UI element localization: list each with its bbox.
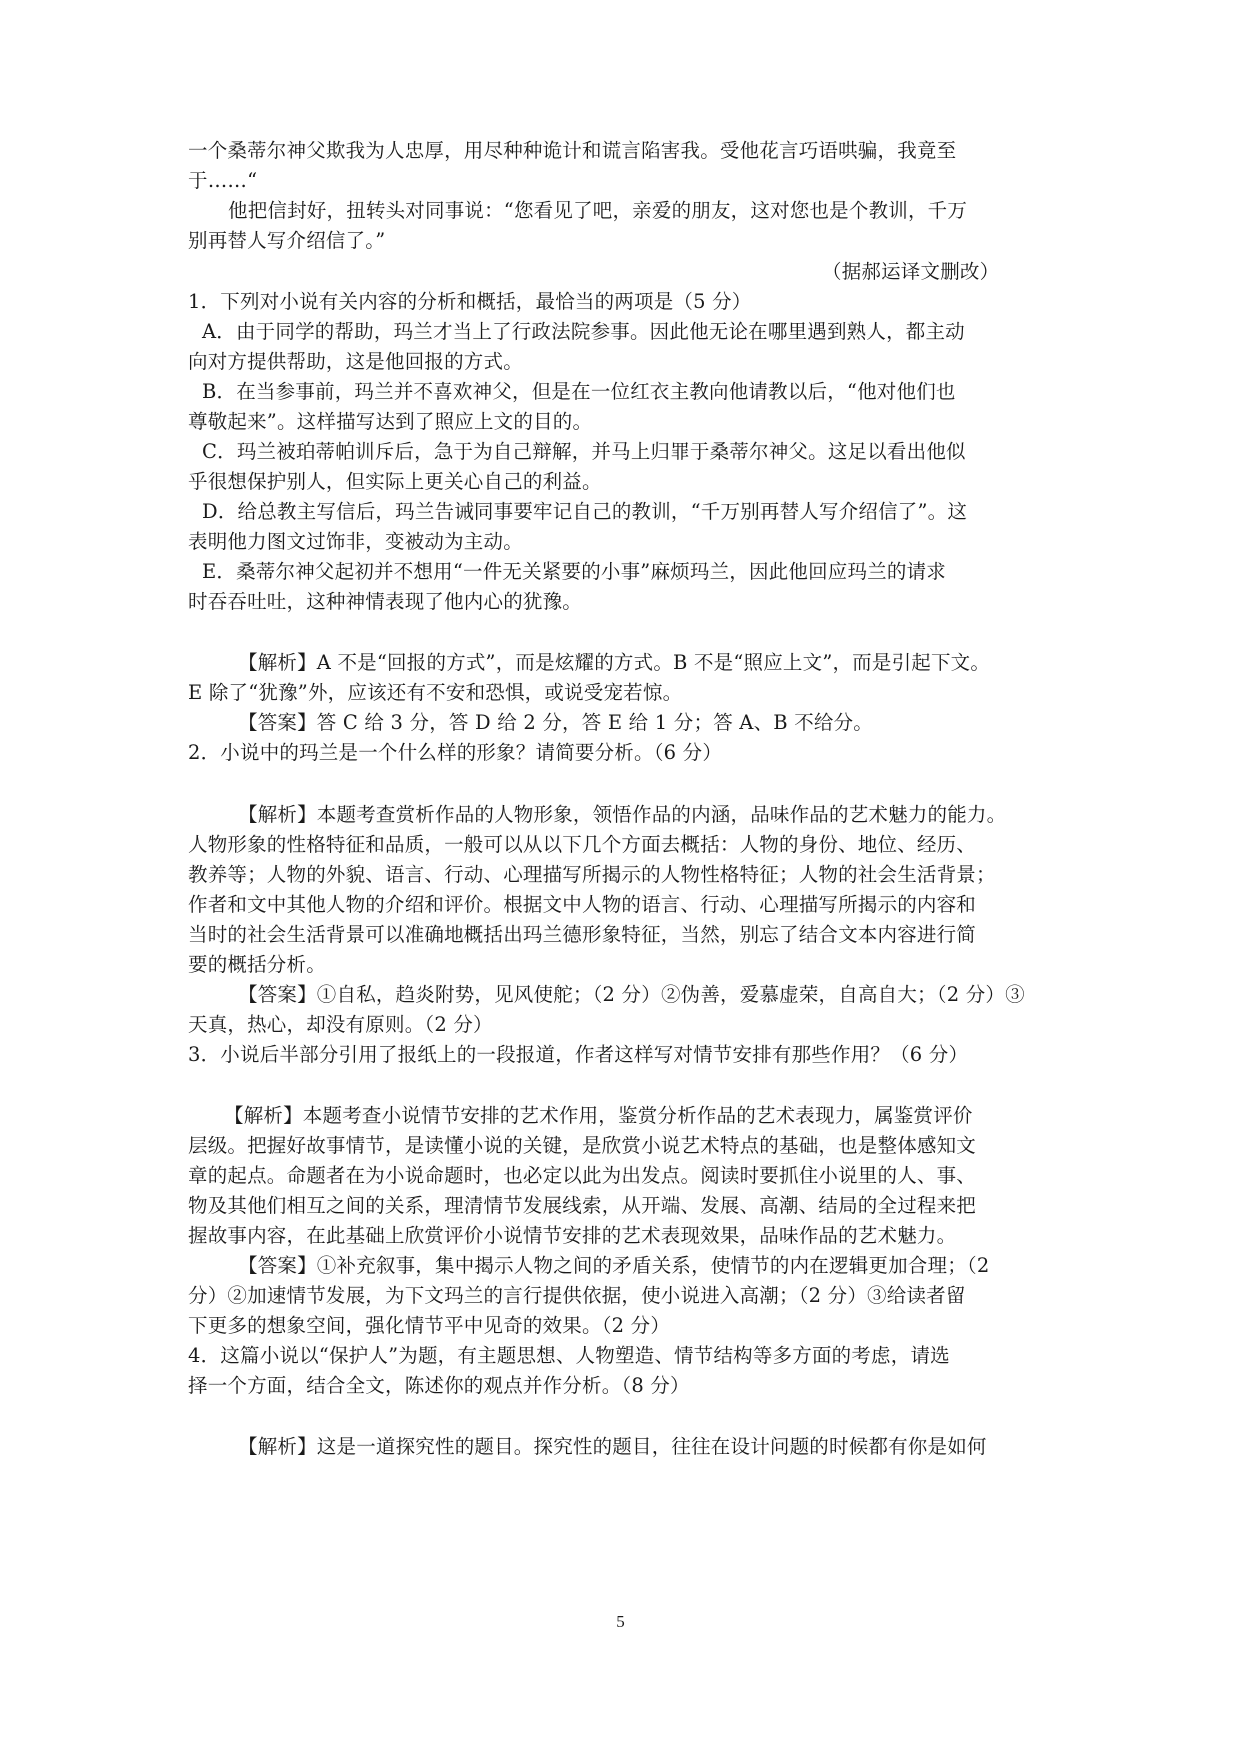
question-1: 1．下列对小说有关内容的分析和概括，最恰当的两项是（5 分） [188, 290, 752, 313]
analysis-4: 【解析】这是一道探究性的题目。探究性的题目，往往在设计问题的时候都有你是如何 [238, 1435, 987, 1458]
body-line: 他把信封好，扭转头对同事说：“您看见了吧，亲爱的朋友，这对您也是个教训，千万 [228, 199, 968, 222]
body-line: 物及其他们相互之间的关系，理清情节发展线索，从开端、发展、高潮、结局的全过程来把 [188, 1194, 977, 1217]
answer-1: 【答案】答 C 给 3 分，答 D 给 2 分，答 E 给 1 分；答 A、B 不给分。 [238, 711, 873, 734]
body-line: 时吞吞吐吐，这种神情表现了他内心的犹豫。 [188, 590, 583, 613]
body-line: 握故事内容，在此基础上欣赏评价小说情节安排的艺术表现效果，品味作品的艺术魅力。 [188, 1224, 957, 1247]
option-c: C．玛兰被珀蒂帕训斥后，急于为自己辩解，并马上归罪于桑蒂尔神父。这足以看出他似 [202, 440, 966, 463]
question-3: 3．小说后半部分引用了报纸上的一段报道，作者这样写对情节安排有那些作用？（6 分） [188, 1043, 969, 1066]
body-line: 人物形象的性格特征和品质，一般可以从以下几个方面去概括：人物的身份、地位、经历、 [188, 833, 977, 856]
body-line: 向对方提供帮助，这是他回报的方式。 [188, 350, 523, 373]
body-line: 当时的社会生活背景可以准确地概括出玛兰德形象特征，当然，别忘了结合文本内容进行简 [188, 923, 977, 946]
body-line: 要的概括分析。 [188, 953, 326, 976]
option-e: E．桑蒂尔神父起初并不想用“一件无关紧要的小事”麻烦玛兰，因此他回应玛兰的请求 [202, 560, 946, 583]
body-line: 天真，热心，却没有原则。（2 分） [188, 1013, 493, 1036]
body-line: 分）②加速情节发展，为下文玛兰的言行提供依据，使小说进入高潮；（2 分）③给读者留 [188, 1284, 966, 1307]
question-4: 4．这篇小说以“保护人”为题，有主题思想、人物塑造、情节结构等多方面的考虑，请选 [188, 1344, 950, 1367]
body-line: 别再替人写介绍信了。” [188, 229, 386, 252]
body-line: 尊敬起来”。这样描写达到了照应上文的目的。 [188, 410, 593, 433]
body-line: 择一个方面，结合全文，陈述你的观点并作分析。（8 分） [188, 1374, 690, 1397]
analysis-2: 【解析】本题考查赏析作品的人物形象，领悟作品的内涵，品味作品的艺术魅力的能力。 [238, 803, 1007, 826]
body-line: E 除了“犹豫”外，应该还有不安和恐惧，或说受宠若惊。 [188, 681, 683, 704]
body-line: 下更多的想象空间，强化情节平中见奇的效果。（2 分） [188, 1314, 671, 1337]
answer-3: 【答案】①补充叙事，集中揭示人物之间的矛盾关系，使情节的内在逻辑更加合理；（2 [238, 1254, 990, 1277]
body-line: 作者和文中其他人物的介绍和评价。根据文中人物的语言、行动、心理描写所揭示的内容和 [188, 893, 977, 916]
body-line: 乎很想保护别人，但实际上更关心自己的利益。 [188, 470, 602, 493]
body-line: 表明他力图文过饰非，变被动为主动。 [188, 530, 523, 553]
page-number: 5 [616, 1612, 625, 1631]
body-line: 层级。把握好故事情节，是读懂小说的关键，是欣赏小说艺术特点的基础，也是整体感知文 [188, 1134, 977, 1157]
option-a: A．由于同学的帮助，玛兰才当上了行政法院参事。因此他无论在哪里遇到熟人，都主动 [202, 320, 965, 343]
option-d: D．给总教主写信后，玛兰告诫同事要牢记自己的教训，“千万别再替人写介绍信了”。这 [202, 500, 968, 523]
body-line: 于……“ [188, 169, 258, 192]
question-2: 2．小说中的玛兰是一个什么样的形象？请简要分析。（6 分） [188, 741, 723, 764]
body-line: 一个桑蒂尔神父欺我为人忠厚，用尽种种诡计和谎言陷害我。受他花言巧语哄骗，我竟至 [188, 139, 957, 162]
option-b: B．在当参事前，玛兰并不喜欢神父，但是在一位红衣主教向他请教以后，“他对他们也 [202, 380, 956, 403]
analysis-1: 【解析】A 不是“回报的方式”，而是炫耀的方式。B 不是“照应上文”，而是引起下文。 [238, 651, 991, 674]
source-citation: （据郝运译文删改） [822, 260, 1000, 283]
answer-2: 【答案】①自私，趋炎附势，见风使舵；（2 分）②伪善，爱慕虚荣，自高自大；（2 分）③ [238, 983, 1025, 1006]
body-line: 章的起点。命题者在为小说命题时，也必定以此为出发点。阅读时要抓住小说里的人、事、 [188, 1164, 977, 1187]
body-line: 教养等；人物的外貌、语言、行动、心理描写所揭示的人物性格特征；人物的社会生活背景； [188, 863, 996, 886]
analysis-3: 【解析】本题考查小说情节安排的艺术作用，鉴赏分析作品的艺术表现力，属鉴赏评价 [224, 1104, 973, 1127]
